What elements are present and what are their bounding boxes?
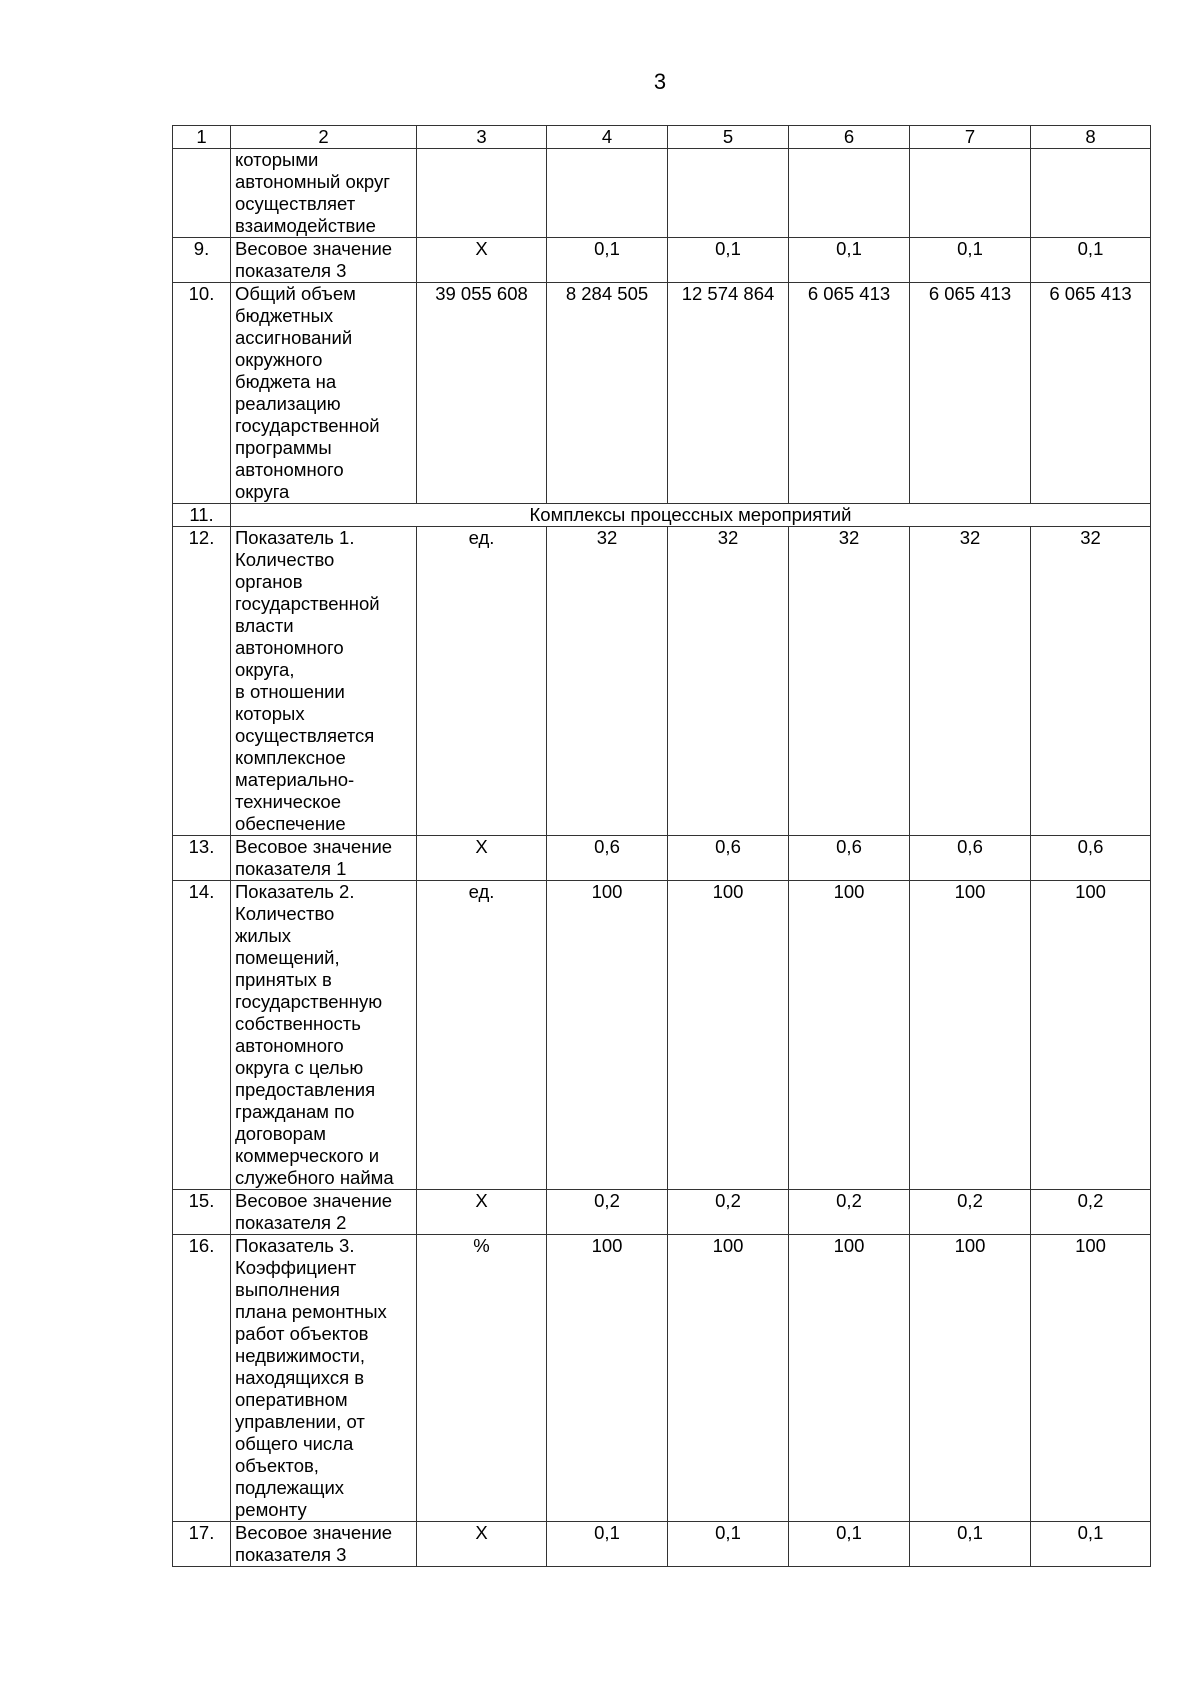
value-cell [910,149,1031,238]
value-cell: 100 [1031,1235,1151,1522]
row-number: 16. [173,1235,231,1522]
value-cell: 0,1 [1031,1522,1151,1567]
row-number: 14. [173,881,231,1190]
value-cell: 0,1 [668,1522,789,1567]
value-cell: 100 [1031,881,1151,1190]
page-number: 3 [653,69,667,94]
section-row [173,504,1151,527]
row-number: 12. [173,527,231,836]
value-cell: 0,2 [547,1190,668,1235]
unit-cell: X [417,1190,547,1235]
indicator-name: Показатель 2. Количество жилых помещений, принятых в государственную собственность автономного округа с целью предоставления гражданам по договорам коммерческого и служебного найма [231,881,417,1190]
value-cell: 6 065 413 [789,283,910,504]
value-cell [668,149,789,238]
value-cell: 0,6 [1031,836,1151,881]
row-number: 10. [173,283,231,504]
row-number: 13. [173,836,231,881]
section-title: Комплексы процессных мероприятий [231,504,1151,527]
unit-cell: X [417,1522,547,1567]
unit-cell: X [417,836,547,881]
value-cell: 100 [547,881,668,1190]
value-cell: 100 [910,881,1031,1190]
indicator-name: Общий объем бюджетных ассигнований окружного бюджета на реализацию государственной программы автономного округа [231,283,417,504]
value-cell: 0,1 [910,1522,1031,1567]
value-cell [547,149,668,238]
unit-cell: ед. [417,881,547,1190]
value-cell: 12 574 864 [668,283,789,504]
indicator-name: которыми автономный округ осуществляет взаимодействие [231,149,417,238]
value-cell: 0,1 [668,238,789,283]
value-cell: 0,6 [668,836,789,881]
indicator-name: Показатель 3. Коэффициент выполнения плана ремонтных работ объектов недвижимости, находящихся в оперативном управлении, от общего числа объектов, подлежащих ремонту [231,1235,417,1522]
table-row [173,283,1151,504]
value-cell: 0,2 [789,1190,910,1235]
value-cell: 100 [789,1235,910,1522]
value-cell: 32 [668,527,789,836]
column-header: 3 [417,126,547,149]
unit-cell: 39 055 608 [417,283,547,504]
unit-cell [417,149,547,238]
value-cell: 8 284 505 [547,283,668,504]
indicator-name: Показатель 1. Количество органов государственной власти автономного округа, в отношении которых осуществляется комплексное материально- техническое обеспечение [231,527,417,836]
table-row [173,836,1151,881]
value-cell: 0,6 [910,836,1031,881]
column-header: 8 [1031,126,1151,149]
row-number: 15. [173,1190,231,1235]
unit-cell: ед. [417,527,547,836]
value-cell: 32 [789,527,910,836]
indicators-table [172,125,1151,1567]
column-header: 6 [789,126,910,149]
value-cell: 32 [1031,527,1151,836]
indicator-name: Весовое значение показателя 3 [231,1522,417,1567]
value-cell: 0,1 [789,238,910,283]
value-cell: 100 [668,881,789,1190]
row-number: 17. [173,1522,231,1567]
unit-cell: X [417,238,547,283]
value-cell: 100 [547,1235,668,1522]
value-cell: 0,2 [668,1190,789,1235]
value-cell: 0,1 [910,238,1031,283]
value-cell: 0,1 [547,238,668,283]
value-cell: 32 [910,527,1031,836]
table-row [173,238,1151,283]
unit-cell: % [417,1235,547,1522]
column-header: 5 [668,126,789,149]
indicator-name: Весовое значение показателя 2 [231,1190,417,1235]
value-cell: 6 065 413 [1031,283,1151,504]
value-cell: 0,2 [1031,1190,1151,1235]
indicator-name: Весовое значение показателя 3 [231,238,417,283]
table-row [173,1235,1151,1522]
table-row [173,527,1151,836]
value-cell: 0,2 [910,1190,1031,1235]
value-cell: 32 [547,527,668,836]
table-row [173,149,1151,238]
value-cell [1031,149,1151,238]
column-header: 7 [910,126,1031,149]
value-cell: 100 [789,881,910,1190]
value-cell: 0,6 [547,836,668,881]
value-cell [789,149,910,238]
row-number: 11. [173,504,231,527]
value-cell: 0,1 [1031,238,1151,283]
value-cell: 0,6 [789,836,910,881]
value-cell: 0,1 [789,1522,910,1567]
column-header: 1 [173,126,231,149]
value-cell: 6 065 413 [910,283,1031,504]
row-number [173,149,231,238]
table-row [173,1522,1151,1567]
column-header: 2 [231,126,417,149]
value-cell: 100 [668,1235,789,1522]
table-row [173,881,1151,1190]
indicator-name: Весовое значение показателя 1 [231,836,417,881]
value-cell: 100 [910,1235,1031,1522]
column-header: 4 [547,126,668,149]
table-row [173,1190,1151,1235]
row-number: 9. [173,238,231,283]
value-cell: 0,1 [547,1522,668,1567]
column-number-row [173,126,1151,149]
